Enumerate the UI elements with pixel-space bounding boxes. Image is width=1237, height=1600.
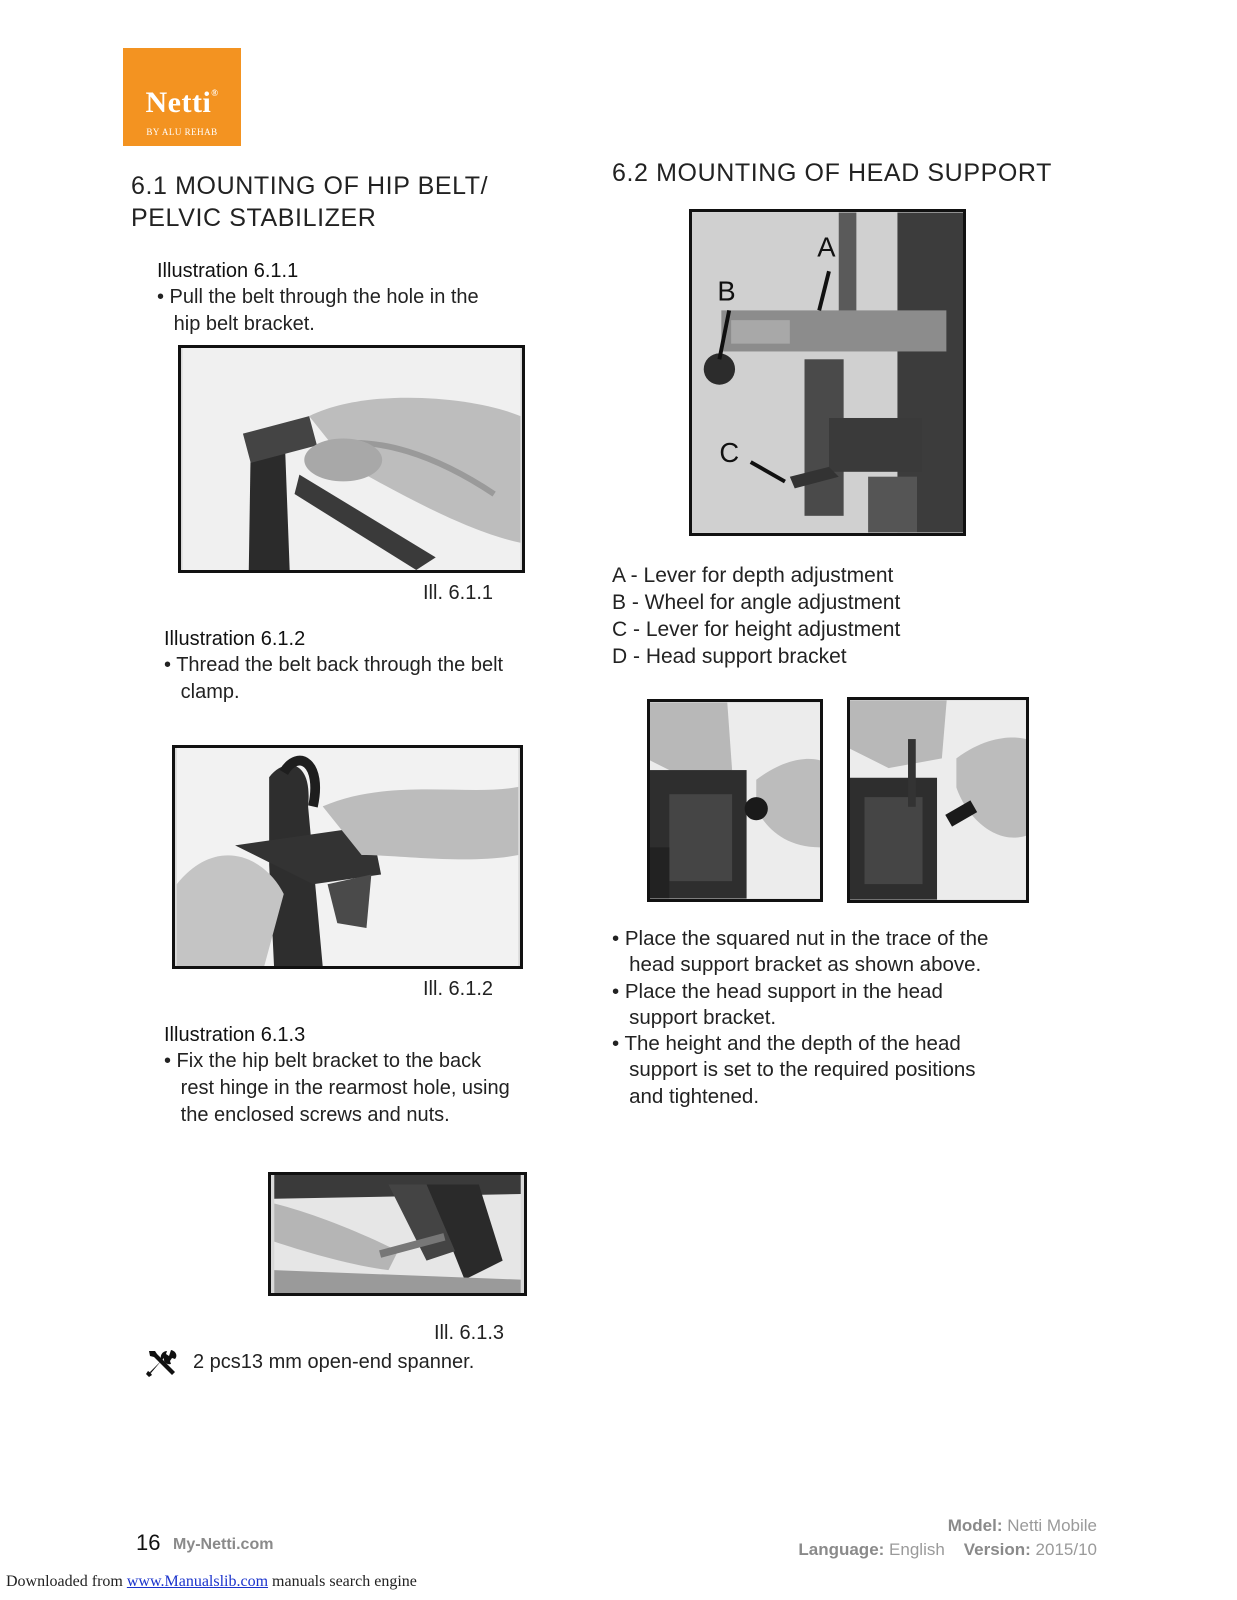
photo-belt-clamp-image: [175, 748, 520, 966]
illustration-6-1-3-caption: Ill. 6.1.3: [434, 1322, 505, 1344]
illustration-6-1-1-text: [157, 284, 479, 338]
text-line: the enclosed screws and nuts.: [164, 1104, 450, 1126]
text-line: • Pull the belt through the hole in the: [157, 286, 479, 308]
version-value: 2015/10: [1035, 1540, 1097, 1559]
netti-logo: [123, 48, 241, 146]
text-line: head support bracket as shown above.: [612, 953, 982, 977]
logo-brand: Netti: [145, 86, 212, 119]
text-line: • Fix the hip belt bracket to the back: [164, 1050, 482, 1072]
legend-item-a: A - Lever for depth adjustment: [612, 564, 894, 587]
photo-squared-nut-step2: [847, 697, 1029, 903]
model-label: Model:: [947, 1516, 1003, 1535]
photo-hip-belt-bracket-image: [181, 348, 522, 570]
photo-head-support-image: [692, 212, 963, 533]
text-line: • The height and the depth of the head: [612, 1032, 961, 1056]
section-6-1-heading: [131, 170, 488, 234]
legend-item-c: C - Lever for height adjustment: [612, 618, 901, 641]
download-suffix: manuals search engine: [268, 1573, 417, 1590]
download-prefix: Downloaded from: [6, 1573, 127, 1590]
photo-backrest-hinge-image: [271, 1175, 524, 1293]
logo-registered-mark: ®: [211, 88, 219, 98]
text-line: hip belt bracket.: [157, 313, 315, 335]
footer-model: [948, 1516, 1097, 1536]
footer-language-version: [798, 1540, 1097, 1560]
photo-head-support-overview: [689, 209, 966, 536]
illustration-6-1-2-title: Illustration 6.1.2: [164, 628, 306, 650]
photo-label-a: A: [817, 231, 836, 263]
illustration-6-1-2-caption: Ill. 6.1.2: [423, 978, 494, 1000]
text-line: • Place the head support in the head: [612, 979, 943, 1003]
logo-subtitle: BY ALU REHAB: [146, 127, 218, 137]
text-line: rest hinge in the rearmost hole, using: [164, 1077, 510, 1099]
tool-requirement-note: 2 pcs13 mm open-end spanner.: [193, 1351, 475, 1373]
photo-label-c: C: [719, 437, 740, 469]
model-value: Netti Mobile: [1007, 1516, 1097, 1535]
manualslib-link[interactable]: www.Manualslib.com: [126, 1573, 269, 1590]
photo-belt-clamp: [172, 745, 523, 969]
download-banner: [6, 1573, 417, 1591]
language-value: English: [889, 1540, 945, 1559]
text-line: clamp.: [164, 681, 240, 703]
illustration-6-1-3-title: Illustration 6.1.3: [164, 1024, 306, 1046]
text-line: support is set to the required positions: [612, 1058, 976, 1082]
page-number: 16: [136, 1530, 161, 1555]
photo-squared-nut-step1: [647, 699, 823, 902]
section-6-1-heading-line2: PELVIC STABILIZER: [131, 204, 377, 232]
text-line: • Place the squared nut in the trace of the: [612, 927, 989, 950]
photo-backrest-hinge: [268, 1172, 527, 1296]
legend-item-b: B - Wheel for angle adjustment: [612, 591, 901, 614]
text-line: and tightened.: [612, 1084, 760, 1108]
illustration-6-1-1-title: Illustration 6.1.1: [157, 260, 299, 282]
version-label: Version:: [963, 1540, 1031, 1559]
head-support-instructions: [612, 926, 988, 1110]
illustration-6-1-1-caption: Ill. 6.1.1: [423, 582, 494, 604]
tools-icon: [145, 1348, 179, 1378]
tools-icon-glyph: [145, 1348, 179, 1378]
illustration-6-1-3-text: [164, 1048, 510, 1129]
photo-label-b: B: [717, 275, 736, 307]
illustration-6-1-2-text: [164, 652, 503, 706]
text-line: support bracket.: [612, 1005, 777, 1029]
head-support-legend: [612, 562, 900, 670]
language-label: Language:: [798, 1540, 885, 1559]
text-line: • Thread the belt back through the belt: [164, 654, 504, 676]
photo-hip-belt-bracket: [178, 345, 525, 573]
legend-item-d: D - Head support bracket: [612, 645, 847, 668]
section-6-1-heading-line1: 6.1 MOUNTING OF HIP BELT/: [131, 172, 489, 200]
photo-step2-image: [850, 700, 1026, 900]
section-6-2-heading: 6.2 MOUNTING OF HEAD SUPPORT: [612, 159, 1053, 187]
footer-site: My-Netti.com: [173, 1536, 274, 1553]
photo-step1-image: [650, 702, 820, 899]
